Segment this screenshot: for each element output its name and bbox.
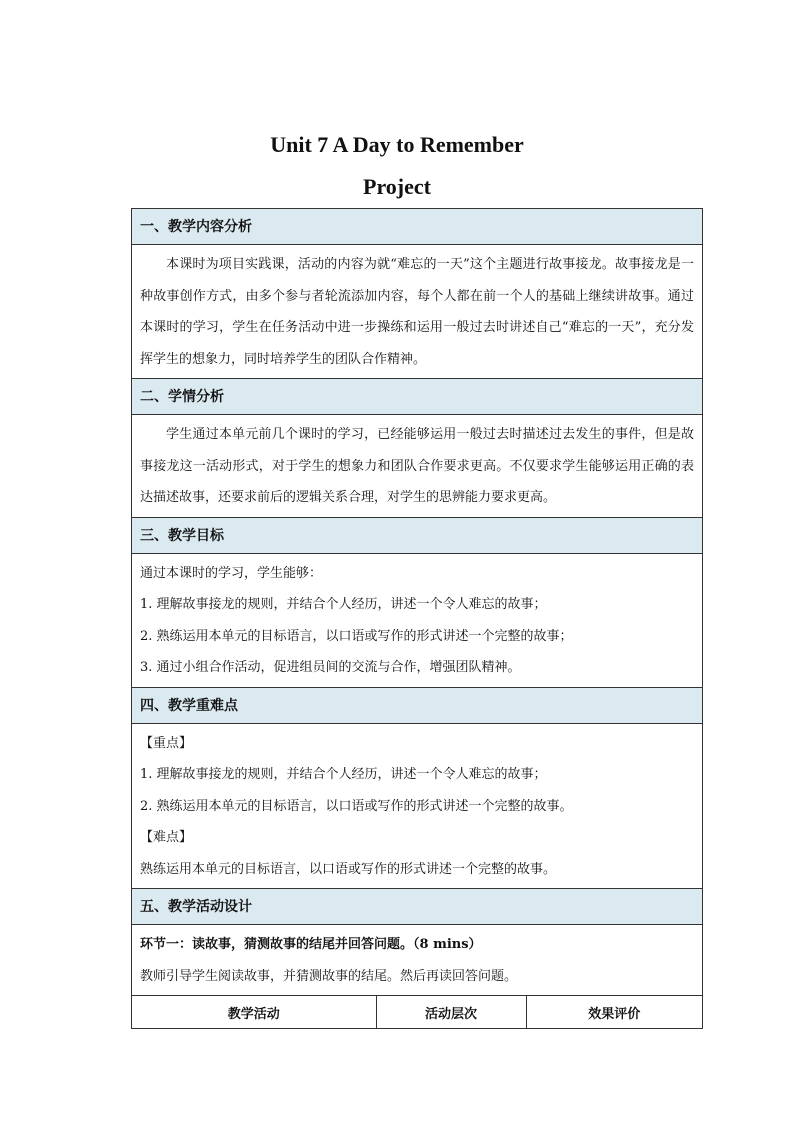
- key-point-item: 2. 熟练运用本单元的目标语言，以口语或写作的形式讲述一个完整的故事。: [140, 798, 573, 814]
- section-body-student-analysis: [132, 415, 702, 518]
- activity-table: [132, 996, 702, 1028]
- difficult-point-text: 熟练运用本单元的目标语言，以口语或写作的形式讲述一个完整的故事。: [140, 861, 557, 877]
- section-body-content-analysis: [132, 245, 702, 379]
- lesson-plan-table: [131, 208, 703, 1029]
- section-header-key-points: 四、教学重难点: [132, 688, 702, 724]
- section-header-objectives: 三、教学目标: [132, 518, 702, 554]
- page-title: Unit 7 A Day to Remember: [270, 132, 524, 157]
- activity-table-header-row: [132, 996, 702, 1028]
- step-one-title: 环节一：读故事，猜测故事的结尾并回答问题。（8 mins）: [140, 937, 482, 952]
- column-header-activity-level: 活动层次: [376, 996, 526, 1028]
- key-point-item: 1. 理解故事接龙的规则，并结合个人经历，讲述一个令人难忘的故事；: [140, 767, 547, 782]
- objective-item: 3. 通过小组合作活动，促进组员间的交流与合作，增强团队精神。: [140, 660, 521, 675]
- column-header-effect-evaluation: 效果评价: [588, 1006, 641, 1022]
- key-points-label: 【重点】: [140, 735, 193, 751]
- student-analysis-paragraph: 学生通过本单元前几个课时的学习，已经能够运用一般过去时描述过去发生的事件，但是故事接龙这一活动形式，对于学生的想象力和团队合作要求更高。不仅要求学生能够运用正确的表达描述故事，还要求前后的逻辑关系合理，对学生的思辨能力要求更高。: [140, 427, 694, 505]
- section-header-activity-design: 五、教学活动设计: [132, 889, 702, 925]
- column-header-teaching-activity: 教学活动: [132, 996, 376, 1028]
- content-analysis-paragraph: 本课时为项目实践课，活动的内容为就“难忘的一天”这个主题进行故事接龙。故事接龙是一种故事创作方式，由多个参与者轮流添加内容，每个人都在前一个人的基础上继续讲故事。通过本课时的学习，学生在任务活动中进一步操练和运用一般过去时讲述自己“难忘的一天”，充分发挥学生的想象力，同时培养学生的团队合作精神。: [140, 257, 694, 367]
- page-subtitle: Project: [363, 174, 431, 199]
- objectives-intro: 通过本课时的学习，学生能够：: [140, 565, 323, 581]
- section-body-activity-design: [132, 925, 702, 996]
- section-header-student-analysis: 二、学情分析: [132, 379, 702, 415]
- step-one-text: 教师引导学生阅读故事，并猜测故事的结尾。然后再读回答问题。: [140, 968, 518, 984]
- objective-item: 1. 理解故事接龙的规则，并结合个人经历，讲述一个令人难忘的故事；: [140, 597, 547, 612]
- objective-item: 2. 熟练运用本单元的目标语言，以口语或写作的形式讲述一个完整的故事；: [140, 628, 573, 644]
- section-body-objectives: [132, 554, 702, 688]
- difficult-points-label: 【难点】: [140, 830, 193, 845]
- section-body-key-points: [132, 724, 702, 890]
- section-header-content-analysis: 一、教学内容分析: [132, 209, 702, 245]
